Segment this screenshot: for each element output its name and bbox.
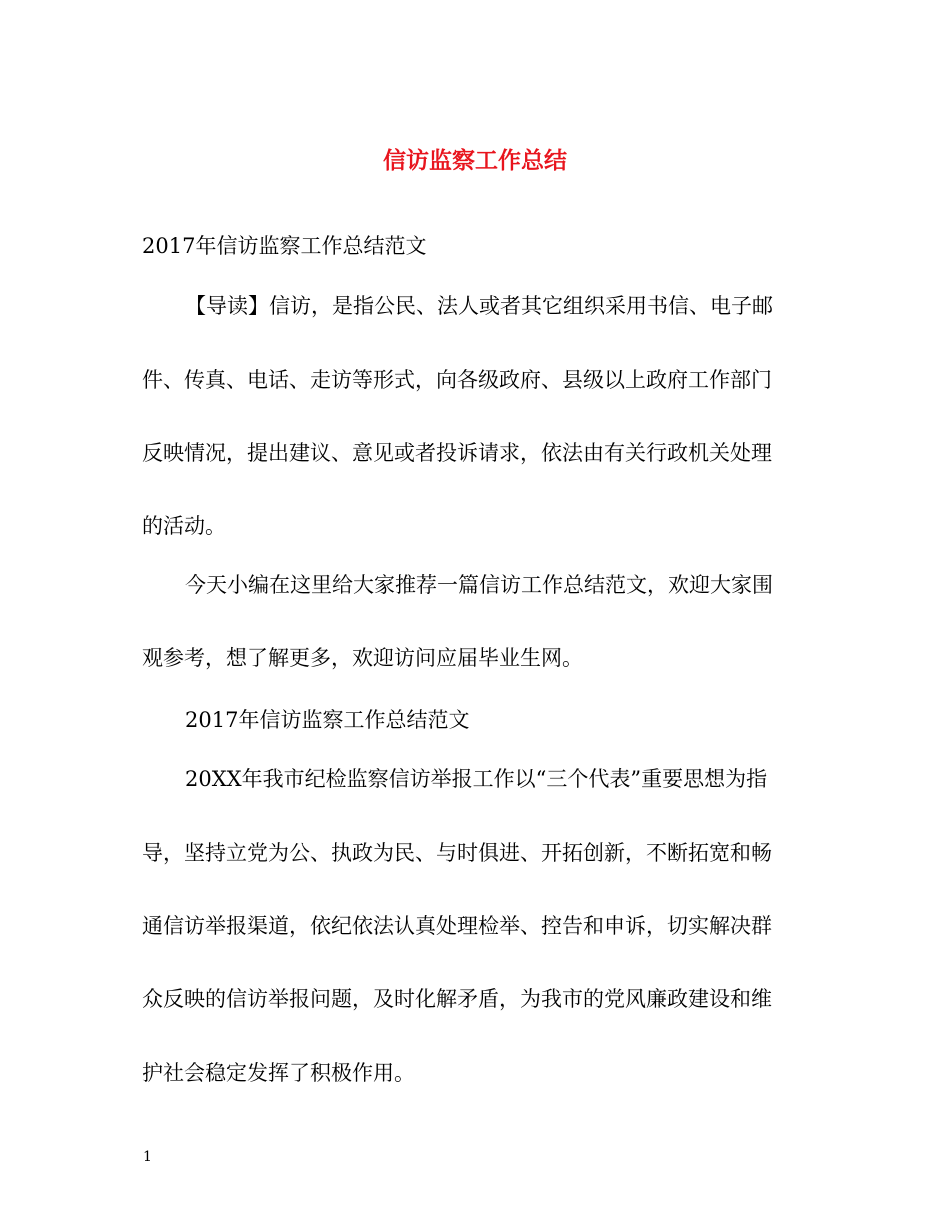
page-number: 1 [143,1149,152,1165]
paragraph-line: 的活动。 [142,514,226,538]
paragraph-line: 反映情况，提出建议、意见或者投诉请求，依法由有关行政机关处理 [142,441,772,465]
document-title: 信访监察工作总结 [383,147,567,174]
paragraph-line: 20XX年我市纪检监察信访举报工作以“三个代表”重要思想为指 [185,767,768,791]
paragraph-line: 件、传真、电话、走访等形式，向各级政府、县级以上政府工作部门 [142,368,772,392]
paragraph-line: 众反映的信访举报问题，及时化解矛盾，为我市的党风廉政建设和维 [142,987,772,1011]
section-heading: 2017年信访监察工作总结范文 [185,708,470,732]
paragraph-line: 导，坚持立党为公、执政为民、与时俱进、开拓创新，不断拓宽和畅 [142,841,772,865]
paragraph-line: 通信访举报渠道，依纪依法认真处理检举、控告和申诉，切实解决群 [142,914,772,938]
paragraph-line: 【导读】信访，是指公民、法人或者其它组织采用书信、电子邮 [185,294,773,318]
paragraph-line: 今天小编在这里给大家推荐一篇信访工作总结范文，欢迎大家围 [185,573,773,597]
document-subtitle: 2017年信访监察工作总结范文 [142,234,427,258]
paragraph-line: 观参考，想了解更多，欢迎访问应届毕业生网。 [142,646,583,670]
paragraph-line: 护社会稳定发挥了积极作用。 [142,1061,415,1085]
